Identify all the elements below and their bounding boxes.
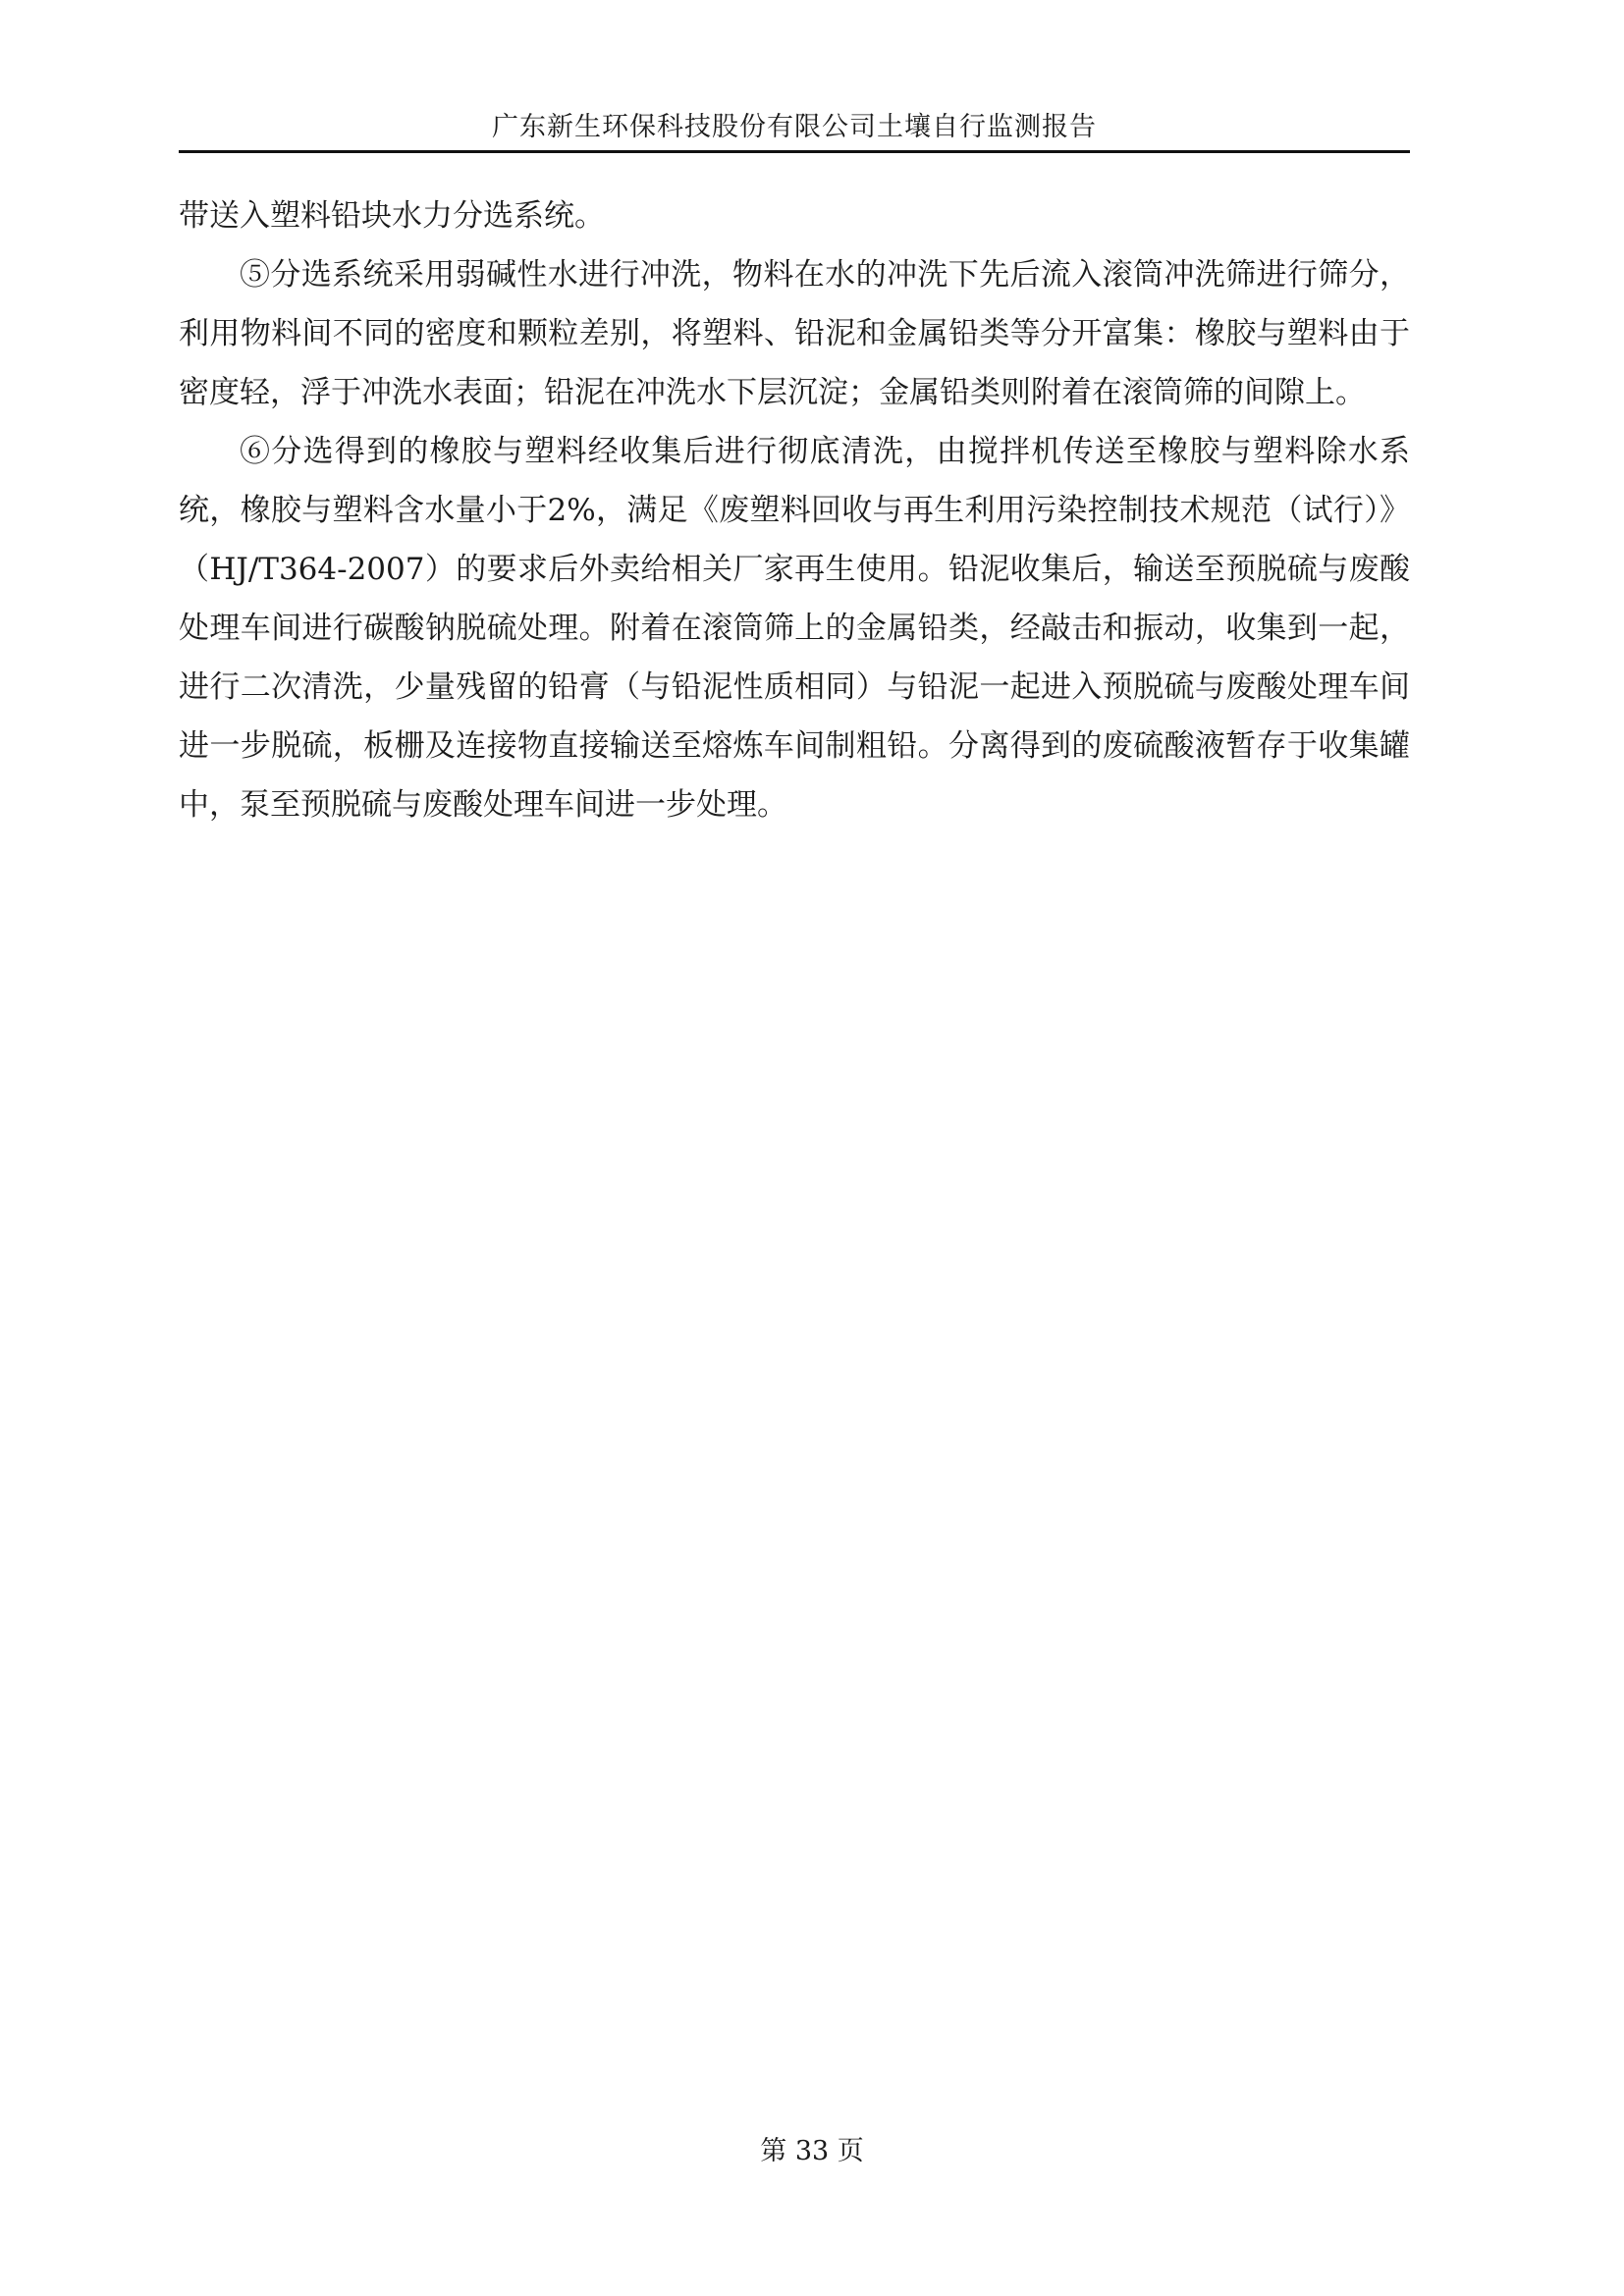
paragraph-step-5: ⑤分选系统采用弱碱性水进行冲洗，物料在水的冲洗下先后流入滚筒冲洗筛进行筛分，利用物料间不同的密度和颗粒差别，将塑料、铅泥和金属铅类等分开富集：橡胶与塑料由于密度轻，浮于冲洗水表面；铅泥在冲洗水下层沉淀；金属铅类则附着在滚筒筛的间隙上。 xyxy=(179,257,1410,410)
page-header: 广东新生环保科技股份有限公司土壤自行监测报告 xyxy=(492,112,1097,142)
document-body xyxy=(179,187,1410,834)
page-number: 第 33 页 xyxy=(760,2136,864,2166)
header-divider xyxy=(179,150,1410,153)
paragraph-step-6: ⑥分选得到的橡胶与塑料经收集后进行彻底清洗，由搅拌机传送至橡胶与塑料除水系统，橡胶与塑料含水量小于2%，满足《废塑料回收与再生利用污染控制技术规范（试行）》（HJ/T364-2007）的要求后外卖给相关厂家再生使用。铅泥收集后，输送至预脱硫与废酸处理车间进行碳酸钠脱硫处理。附着在滚筒筛上的金属铅类，经敲击和振动，收集到一起，进行二次清洗，少量残留的铅膏（与铅泥性质相同）与铅泥一起进入预脱硫与废酸处理车间进一步脱硫，板栅及连接物直接输送至熔炼车间制粗铅。分离得到的废硫酸液暂存于收集罐中，泵至预脱硫与废酸处理车间进一步处理。 xyxy=(179,434,1410,823)
paragraph-continuation: 带送入塑料铅块水力分选系统。 xyxy=(179,198,605,234)
